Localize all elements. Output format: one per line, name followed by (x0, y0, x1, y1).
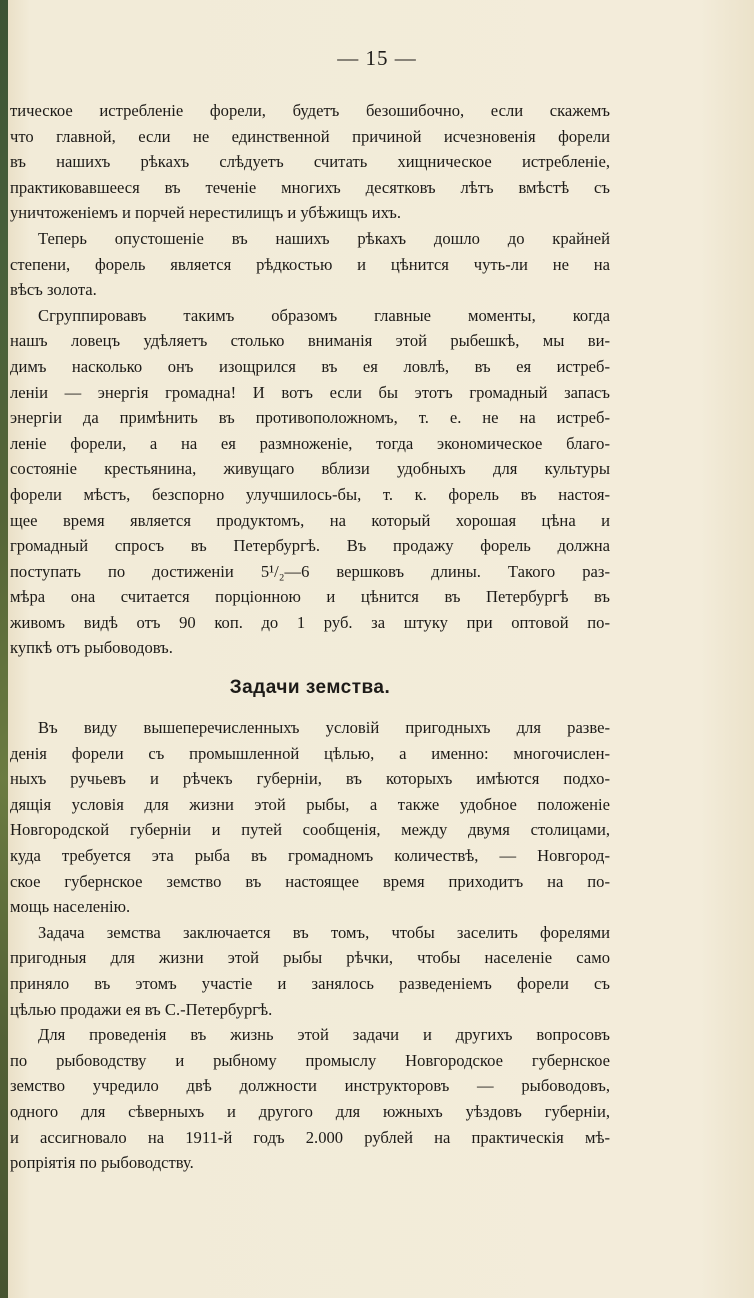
paragraph-1 (10, 98, 610, 226)
text-line: ныхъ ручьевъ и рѣчекъ губерніи, въ которыхъ имѣются подхо- (10, 769, 610, 789)
text-line: вѣсъ золота. (10, 280, 97, 300)
text-line: и ассигновало на 1911-й годъ 2.000 рублей на практическія мѣ- (10, 1127, 610, 1147)
text-line: живомъ видѣ отъ 90 коп. до 1 руб. за штуку при оптовой по- (10, 612, 610, 632)
text-line: поступать по достиженіи 5¹/₂—6 вершковъ длины. Такого раз- (10, 561, 610, 581)
text-line: одного для сѣверныхъ и другого для южныхъ уѣздовъ губерніи, (10, 1101, 610, 1121)
text-line: Новгородской губерніи и путей сообщенія, между двумя столицами, (10, 820, 610, 840)
paragraph-5 (10, 920, 610, 1022)
text-line: земство учредило двѣ должности инструкторовъ — рыбоводовъ, (10, 1076, 610, 1096)
text-line: купкѣ отъ рыбоводовъ. (10, 638, 173, 658)
text-line: ропріятія по рыбоводству. (10, 1153, 194, 1173)
text-line: Теперь опустошеніе въ нашихъ рѣкахъ дошло до крайней (38, 228, 610, 248)
body-text (10, 98, 610, 1176)
section-heading: Задачи земства. (229, 677, 391, 699)
text-line: леніи — энергія громадна! И вотъ если бы этотъ громадный запасъ (10, 382, 610, 402)
text-line: димъ насколько онъ изощрился въ ея ловлѣ, въ ея истреб- (10, 356, 610, 376)
text-line: Въ виду вышеперечисленныхъ условій пригодныхъ для разве- (38, 718, 610, 738)
text-line: Задача земства заключается въ томъ, чтобы заселить форелями (38, 922, 610, 942)
text-line: денія форели съ промышленной цѣлью, а именно: многочислен- (10, 743, 610, 763)
text-line: мѣра она считается порціонною и цѣнится въ Петербургѣ въ (10, 587, 610, 607)
text-line: приняло въ этомъ участіе и занялось разведеніемъ форели съ (10, 974, 610, 993)
text-line: состояніе крестьянина, живущаго вблизи удобныхъ для культуры (10, 459, 610, 479)
text-line: Для проведенія въ жизнь этой задачи и другихъ вопросовъ (38, 1025, 610, 1045)
text-line: цѣлью продажи ея въ С.-Петербургѣ. (10, 999, 273, 1019)
text-line: практиковавшееся въ теченіе многихъ десятковъ лѣтъ вмѣстѣ съ (10, 177, 610, 197)
binding-gutter (0, 0, 8, 1298)
text-line: нашъ ловецъ удѣляетъ столько вниманія этой рыбешкѣ, мы ви- (10, 331, 610, 351)
text-line: степени, форель является рѣдкостью и цѣнится чуть-ли не на (10, 254, 610, 274)
text-line: куда требуется эта рыба въ громадномъ количествѣ, — Новгород- (10, 846, 610, 866)
page-number: — 15 — (337, 46, 417, 70)
text-line: щее время является продуктомъ, на который хорошая цѣна и (10, 510, 610, 530)
text-line: по рыбоводству и рыбному промыслу Новгородское губернское (10, 1050, 610, 1070)
paragraph-3 (10, 303, 610, 661)
text-line: въ нашихъ рѣкахъ слѣдуетъ считать хищническое истребленіе, (10, 152, 610, 172)
text-line: пригодныя для жизни этой рыбы рѣчки, чтобы населеніе само (10, 948, 610, 968)
text-line: энергіи да примѣнить въ противоположномъ, т. е. не на истреб- (10, 408, 610, 428)
paragraph-6 (10, 1022, 610, 1176)
text-line: ское губернское земство въ настоящее время приходитъ на по- (10, 871, 610, 891)
text-line: леніе форели, а на ея размноженіе, тогда экономическое благо- (10, 433, 610, 453)
paragraph-4 (10, 715, 610, 920)
text-line: форели мѣстъ, безспорно улучшилось-бы, т. к. форель въ настоя- (10, 484, 610, 504)
text-line: что главной, если не единственной причиной исчезновенія форели (10, 126, 610, 146)
paragraph-2 (10, 226, 610, 303)
text-line: тическое истребленіе форели, будетъ безошибочно, если скажемъ (10, 101, 610, 120)
text-line: громадный спросъ въ Петербургѣ. Въ продажу форель должна (10, 536, 610, 556)
text-line: мощь населенію. (10, 897, 131, 917)
text-line: уничтоженіемъ и порчей нерестилищъ и убѣжищъ ихъ. (10, 203, 402, 223)
text-line: Сгруппировавъ такимъ образомъ главные моменты, когда (38, 305, 610, 325)
text-line: дящія условія для жизни этой рыбы, а также удобное положеніе (10, 794, 610, 814)
